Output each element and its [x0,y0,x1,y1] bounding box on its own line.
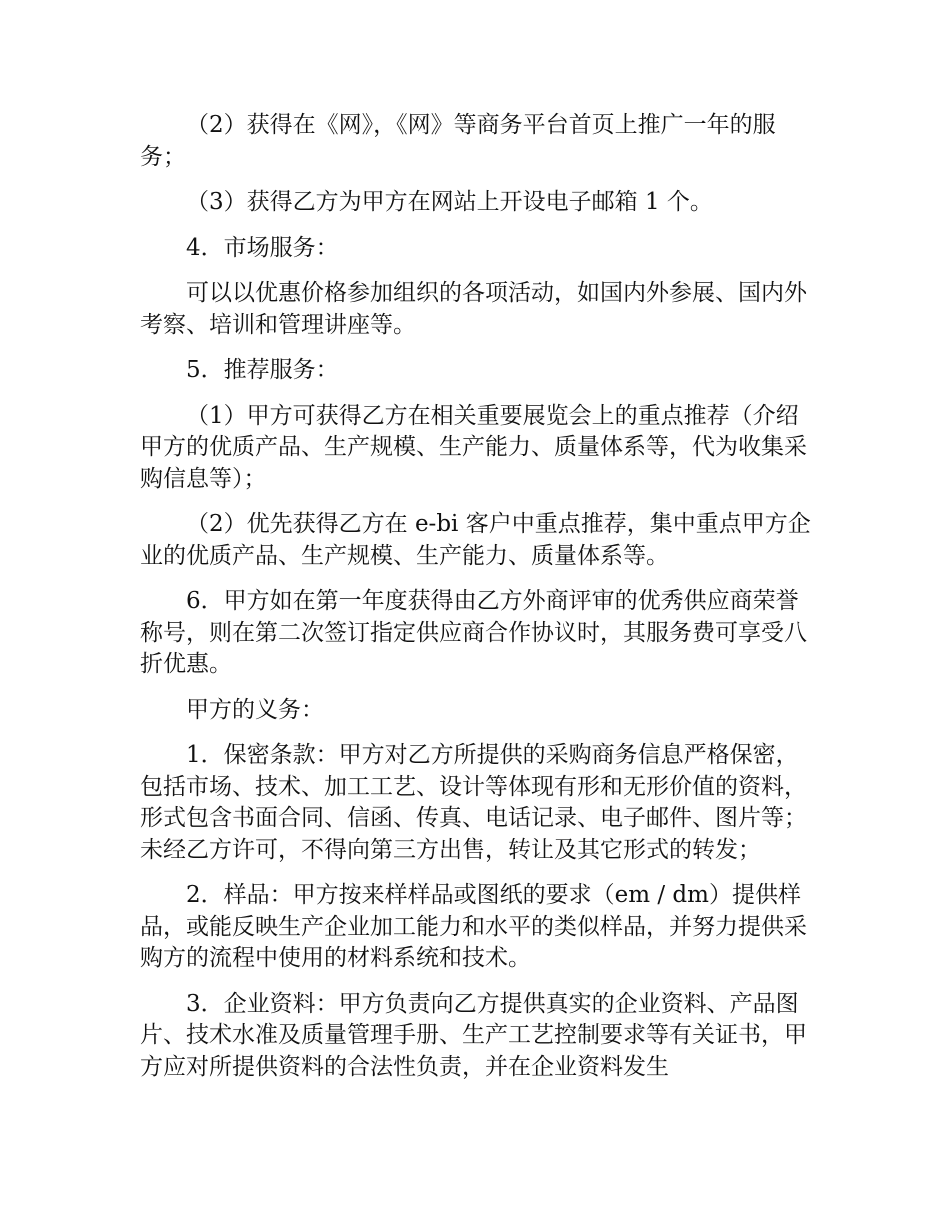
heading-recommendation-service: 5．推荐服务： [186,357,339,383]
heading-market-service: 4．市场服务： [186,234,339,261]
heading-party-a-obligations: 甲方的义务： [186,696,324,723]
paragraph-confidentiality: 1．保密条款：甲方对乙方所提供的采购商务信息严格保密，包括市场、技术、加工工艺、设计等体现有形和无形价值的资料，形式包含书面合同、信函、传真、电话记录、电子邮件、图片等；未经乙方许可，不得向第三方出售，转让及其它形式的转发； [140,742,807,863]
paragraph-samples: 2．样品：甲方按来样样品或图纸的要求（em / dm）提供样品，或能反映生产企业加工能力和水平的类似样品，并努力提供采购方的流程中使用的材料系统和技术。 [140,882,807,971]
paragraph-company-information: 3．企业资料：甲方负责向乙方提供真实的企业资料、产品图片、技术水准及质量管理手册、生产工艺控制要求等有关证书，甲方应对所提供资料的合法性负责，并在企业资料发生 [140,990,807,1080]
paragraph-discount-activities: 可以以优惠价格参加组织的各项活动，如国内外参展、国内外考察、培训和管理讲座等。 [140,280,807,338]
paragraph-promotion-service: （2）获得在《网》，《网》等商务平台首页上推广一年的服务； [140,112,776,170]
paragraph-exhibition-recommendation: （1）甲方可获得乙方在相关重要展览会上的重点推荐（介绍甲方的优质产品、生产规模、生产能力、质量体系等，代为收集采购信息等）； [140,402,807,492]
paragraph-supplier-honor: 6．甲方如在第一年度获得由乙方外商评审的优秀供应商荣誉称号，则在第二次签订指定供应商合作协议时，其服务费可享受八折优惠。 [140,588,807,677]
paragraph-email-account: （3）获得乙方为甲方在网站上开设电子邮箱 1 个。 [186,189,713,215]
document-page [140,110,812,1097]
paragraph-client-recommendation: （2）优先获得乙方在 e-bi 客户中重点推荐，集中重点甲方企业的优质产品、生产规模、生产能力、质量体系等。 [140,511,811,569]
